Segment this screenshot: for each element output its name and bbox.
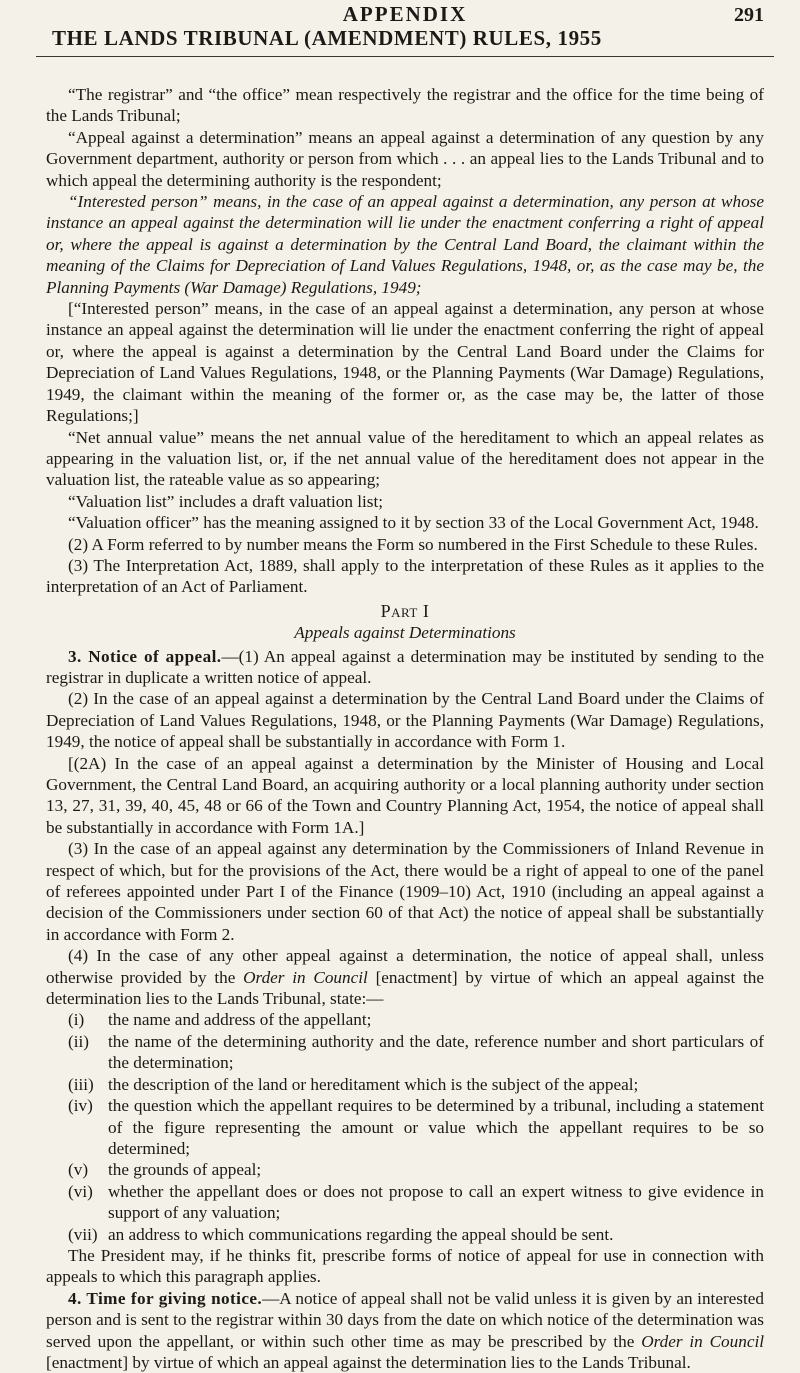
rule-4-heading: 4. Time for giving notice. <box>68 1288 263 1308</box>
list-label: (iii) <box>68 1074 94 1094</box>
list-text: the grounds of appeal; <box>108 1160 262 1180</box>
subsection-3: (3) The Interpretation Act, 1889, shall apply to the interpretation of these Rules as it applies to the interpretation of an Act of Parliament. <box>46 555 764 597</box>
list-text: the name and address of the appellant; <box>108 1010 372 1030</box>
list-label: (v) <box>68 1160 89 1180</box>
rule-3-p4-italic: Order in Council <box>243 967 368 987</box>
list-text: the name of the determining authority and the date, reference number and short particulars of the determination; <box>108 1031 764 1073</box>
part-subtitle: Appeals against Determinations <box>294 623 516 643</box>
list-item <box>68 1159 764 1180</box>
rule-4-text-a: —A notice of appeal shall not be valid unless it is given by an interested person and is sent to the registrar within 30 days from the date on which notice of the determination was served upon the appellant, or within such other time as may be prescribed by the <box>46 1288 764 1351</box>
rule-3-paragraph-3: (3) In the case of an appeal against any determination by the Commissioners of Inland Revenue in respect of which, but for the provisions of the Act, there would be a right of appeal to one of the panel of referees appointed under Part I of the Finance (1909–10) Act, 1910 (including an appeal against a decision of the Commissioners under section 60 of that Act) the notice of appeal shall be substantially in accordance with Form 2. <box>46 839 764 944</box>
list-text: an address to which communications regarding the appeal should be sent. <box>108 1224 614 1244</box>
list-label: (ii) <box>68 1031 89 1051</box>
list-item <box>68 1095 764 1159</box>
rule-3-text: —(1) An appeal against a determination may be instituted by sending to the registrar in duplicate a written notice of appeal. <box>46 646 764 687</box>
list-label: (vi) <box>68 1181 93 1201</box>
list-item <box>68 1181 764 1224</box>
list-item <box>68 1009 764 1030</box>
rule-4-paragraph <box>46 1288 764 1373</box>
definition-appeal: “Appeal against a determination” means an appeal against a determination of any question by any Government department, authority or person from which . . . an appeal lies to the Lands Tribunal and to which appeal the determining authority is the respondent; <box>46 127 764 190</box>
definition-net-annual-value: “Net annual value” means the net annual value of the hereditament to which an appeal relates as appearing in the valuation list, or, if the net annual value of the hereditament does not appear in the valuation list, the rateable value as so appearing; <box>46 427 764 490</box>
page-number: 291 <box>734 4 764 26</box>
definition-interested-person-original: “Interested person” means, in the case of an appeal against a determination, any person at whose instance an appeal against the determination will lie under the enactment conferring a right of appeal or, where the appeal is against a determination by the Central Land Board, the claimant within the meaning of the Claims for Depreciation of Land Values Regulations, 1948, or, as the case may be, the Planning Payments (War Damage) Regulations, 1949; <box>46 192 764 297</box>
definition-valuation-list: “Valuation list” includes a draft valuation list; <box>68 491 384 511</box>
part-label: Part I <box>380 600 430 621</box>
list-item <box>68 1074 764 1095</box>
list-text: the question which the appellant requires to be determined by a tribunal, including a statement of the figure representing the amount or value which the appellant requires to be so determined; <box>108 1096 764 1158</box>
list-item <box>68 1224 764 1245</box>
list-item <box>68 1031 764 1074</box>
definition-valuation-officer: “Valuation officer” has the meaning assigned to it by section 33 of the Local Government Act, 1948. <box>68 513 759 533</box>
list-text: the description of the land or hereditament which is the subject of the appeal; <box>108 1074 639 1094</box>
header-rule <box>36 56 774 57</box>
list-text: whether the appellant does or does not propose to call an expert witness to give evidence in support of any valuation; <box>108 1181 764 1223</box>
act-title: THE LANDS TRIBUNAL (AMENDMENT) RULES, 1955 <box>52 26 602 50</box>
definition-registrar: “The registrar” and “the office” mean respectively the registrar and the office for the time being of the Lands Tribunal; <box>46 85 764 126</box>
list-label: (vii) <box>68 1224 98 1244</box>
rule-3-p4-text-b: [enactment] by virtue of which an appeal against the determination lies to the Lands Tribunal, state:— <box>46 967 765 1009</box>
definition-interested-person-amended: [“Interested person” means, in the case of an appeal against a determination, any person at whose instance an appeal against the determination will lie under the enactment conferring the right of appeal or, where the appeal is against a determination by the Central Land Board under the Claims for Depreciation of Land Values Regulations, 1948, or the Planning Payments (War Damage) Regulations, 1949, the claimant within the meaning of the former or, as the case may be, the latter of those Regulations;] <box>46 299 764 426</box>
rule-3-paragraph-1 <box>46 646 764 689</box>
rule-3-paragraph-4 <box>46 945 764 1009</box>
rule-4-italic: Order in Council <box>641 1331 764 1351</box>
list-label: (iv) <box>68 1096 93 1116</box>
subsection-2: (2) A Form referred to by number means the Form so numbered in the First Schedule to these Rules. <box>68 534 758 554</box>
rule-3-paragraph-2a: [(2A) In the case of an appeal against a determination by the Minister of Housing and Local Government, the Central Land Board, an acquiring authority or a local planning authority under section 13, 27, 31, 39, 40, 45, 48 or 66 of the Town and Country Planning Act, 1954, the notice of appeal shall be substantially in accordance with Form 1A.] <box>46 753 764 837</box>
rule-3-closing: The President may, if he thinks fit, prescribe forms of notice of appeal for use in connection with appeals to which this paragraph applies. <box>46 1245 764 1287</box>
appendix-heading: APPENDIX <box>342 2 468 26</box>
list-label: (i) <box>68 1010 85 1030</box>
running-head <box>46 0 764 64</box>
rule-3-p4-text-a: (4) In the case of any other appeal against a determination, the notice of appeal shall, unless otherwise provided by the <box>46 946 764 987</box>
rule-4-text-b: [enactment] by virtue of which an appeal against the determination lies to the Lands Tribunal. <box>46 1352 691 1372</box>
rule-3-heading: 3. Notice of appeal. <box>68 646 222 666</box>
rule-3-paragraph-2: (2) In the case of an appeal against a determination by the Central Land Board under the Claims of Depreciation of Land Values Regulations, 1948, or the Planning Payments (War Damage) Regulations, 1949, the notice of appeal shall be substantially in accordance with Form 1. <box>46 689 764 752</box>
document-body <box>46 84 764 1373</box>
